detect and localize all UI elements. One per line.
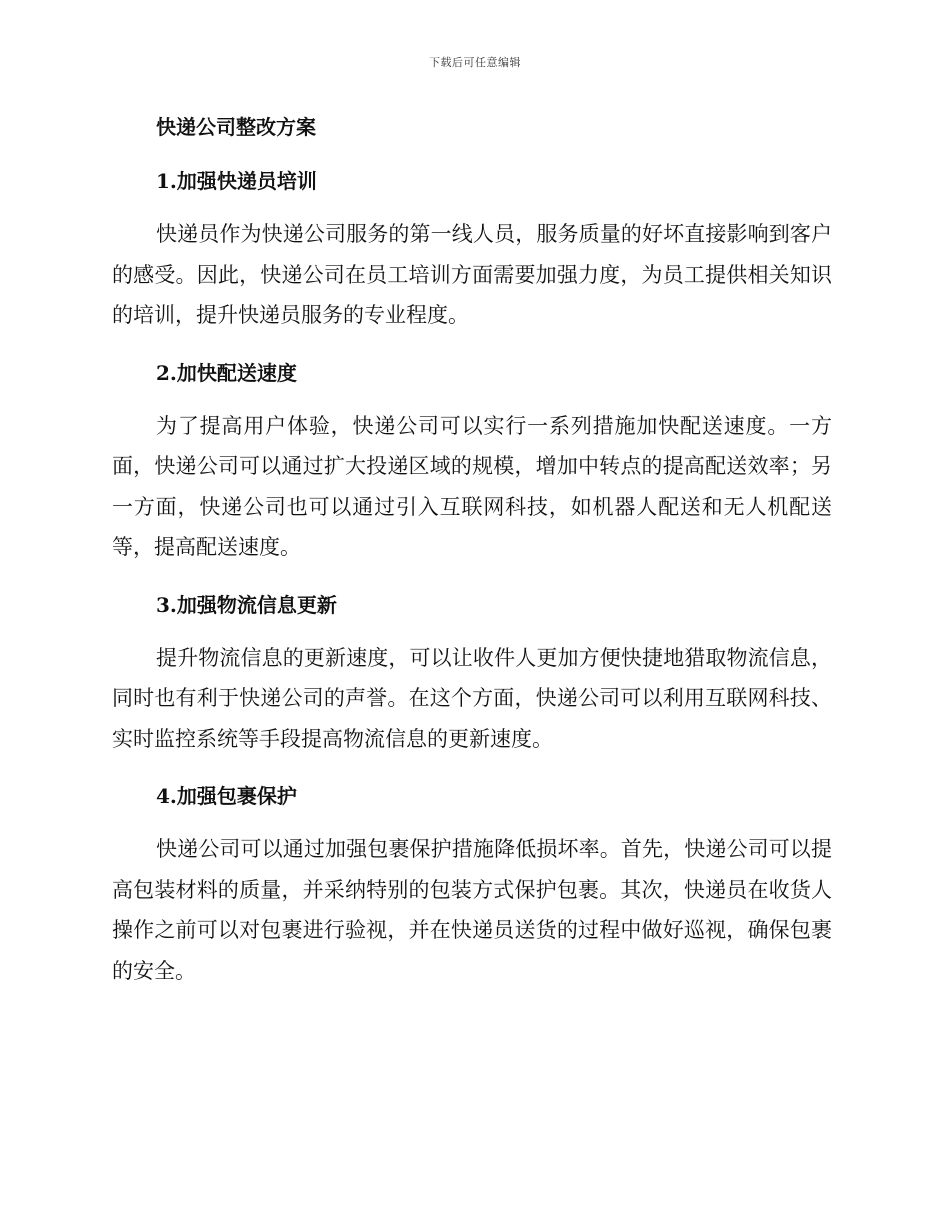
section-heading-4: 4.加强包裹保护: [156, 784, 297, 808]
section-heading-3: 3.加强物流信息更新: [156, 592, 337, 617]
document-content: [112, 110, 832, 991]
section-body-3: 提升物流信息的更新速度，可以让收件人更加方便快捷地猎取物流信息，同时也有利于快递公司的声誉。在这个方面，快递公司可以利用互联网科技、实时监控系统等手段提高物流信息的更新速度。: [112, 645, 832, 751]
section-body-1: 快递员作为快递公司服务的第一线人员，服务质量的好坏直接影响到客户的感受。因此，快递公司在员工培训方面需要加强力度，为员工提供相关知识的培训，提升快递员服务的专业程度。: [112, 222, 832, 327]
document-title: 快递公司整改方案: [156, 115, 316, 139]
section-body-4: 快递公司可以通过加强包裹保护措施降低损坏率。首先，快递公司可以提高包装材料的质量，并采纳特别的包装方式保护包裹。其次，快递员在收货人操作之前可以对包裹进行验视，并在快递员送货的过程中做好巡视，确保包裹的安全。: [112, 837, 832, 983]
section-body-2: 为了提高用户体验，快递公司可以实行一系列措施加快配送速度。一方面，快递公司可以通过扩大投递区域的规模，增加中转点的提高配送效率；另一方面，快递公司也可以通过引入互联网科技，如机器人配送和无人机配送等，提高配送速度。: [112, 413, 832, 559]
section-heading-2: 2.加快配送速度: [156, 360, 297, 385]
section-heading-1: 1.加强快递员培训: [156, 169, 317, 193]
header-note: 下载后可任意编辑: [429, 56, 521, 69]
